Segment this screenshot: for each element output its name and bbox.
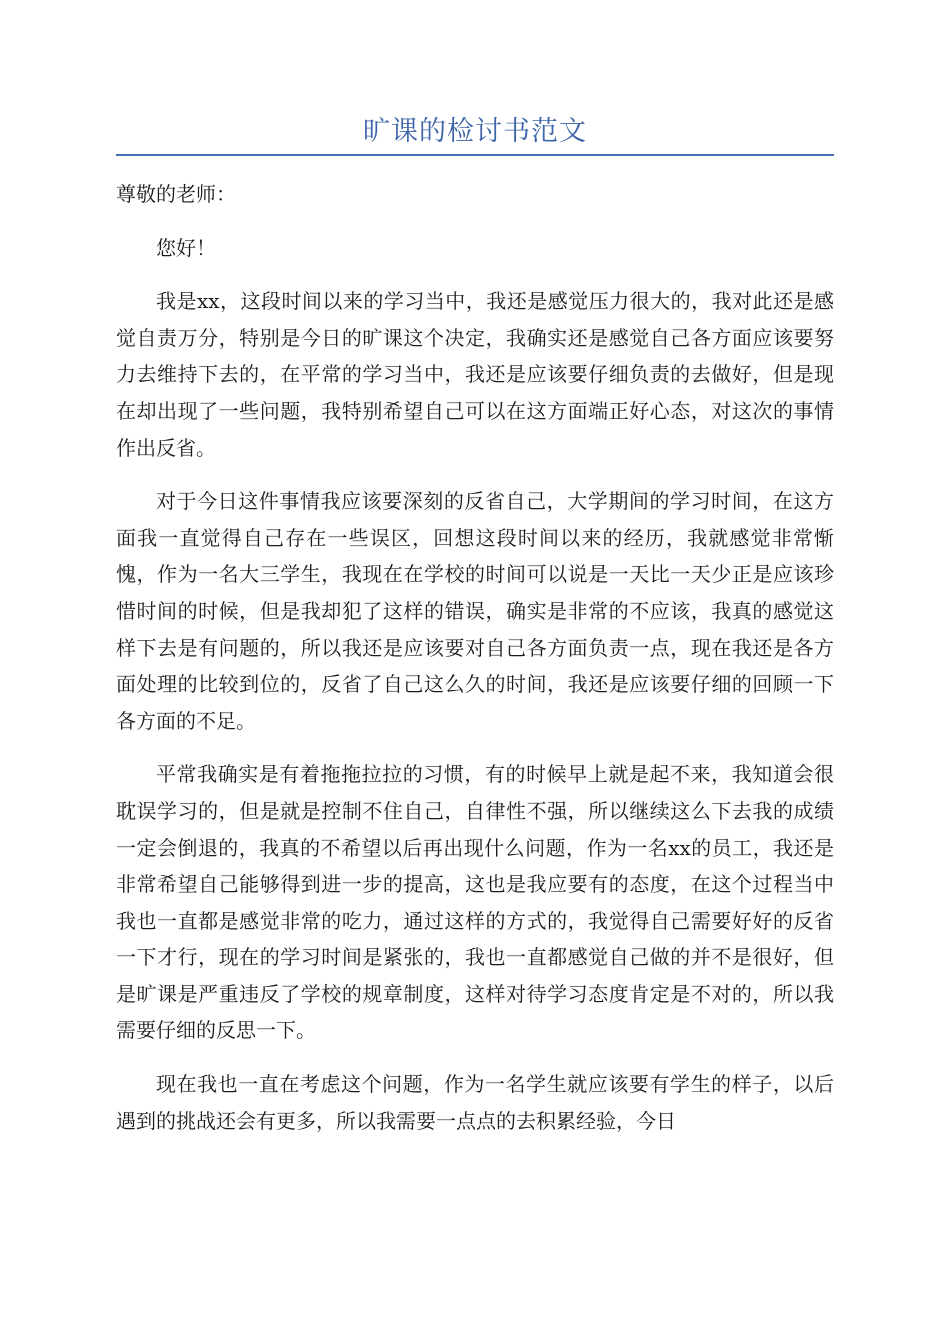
salutation: 尊敬的老师： xyxy=(116,182,236,206)
greeting: 您好！ xyxy=(156,235,216,260)
paragraph: 现在我也一直在考虑这个问题，作为一名学生就应该要有学生的样子，以后遇到的挑战还会有更多，所以我需要一点点的去积累经验，今日 xyxy=(116,1072,834,1133)
paragraph: 平常我确实是有着拖拖拉拉的习惯，有的时候早上就是起不来，我知道会很耽误学习的，但是就是控制不住自己，自律性不强，所以继续这么下去我的成绩一定会倒退的，我真的不希望以后再出现什么问题，作为一名xx的员工，我还是非常希望自己能够得到进一步的提高，这也是我应要有的态度，在这个过程当中我也一直都是感觉非常的吃力，通过这样的方式的，我觉得自己需要好好的反省一下才行，现在的学习时间是紧张的，我也一直都感觉自己做的并不是很好，但是旷课是严重违反了学校的规章制度，这样对待学习态度肯定是不对的，所以我需要仔细的反思一下。 xyxy=(116,762,834,1043)
document-body xyxy=(116,176,834,1156)
document-title: 旷课的检讨书范文 xyxy=(363,116,587,147)
paragraph: 我是xx，这段时间以来的学习当中，我还是感觉压力很大的，我对此还是感觉自责万分，特别是今日的旷课这个决定，我确实还是感觉自己各方面应该要努力去维持下去的，在平常的学习当中，我还是应该要仔细负责的去做好，但是现在却出现了一些问题，我特别希望自己可以在这方面端正好心态，对这次的事情作出反省。 xyxy=(116,289,834,460)
paragraph: 对于今日这件事情我应该要深刻的反省自己，大学期间的学习时间，在这方面我一直觉得自己存在一些误区，回想这段时间以来的经历，我就感觉非常惭愧，作为一名大三学生，我现在在学校的时间可以说是一天比一天少正是应该珍惜时间的时候，但是我却犯了这样的错误，确实是非常的不应该，我真的感觉这样下去是有问题的，所以我还是应该要对自己各方面负责一点，现在我还是各方面处理的比较到位的，反省了自己这么久的时间，我还是应该要仔细的回顾一下各方面的不足。 xyxy=(116,489,834,733)
title-underline xyxy=(116,154,834,156)
